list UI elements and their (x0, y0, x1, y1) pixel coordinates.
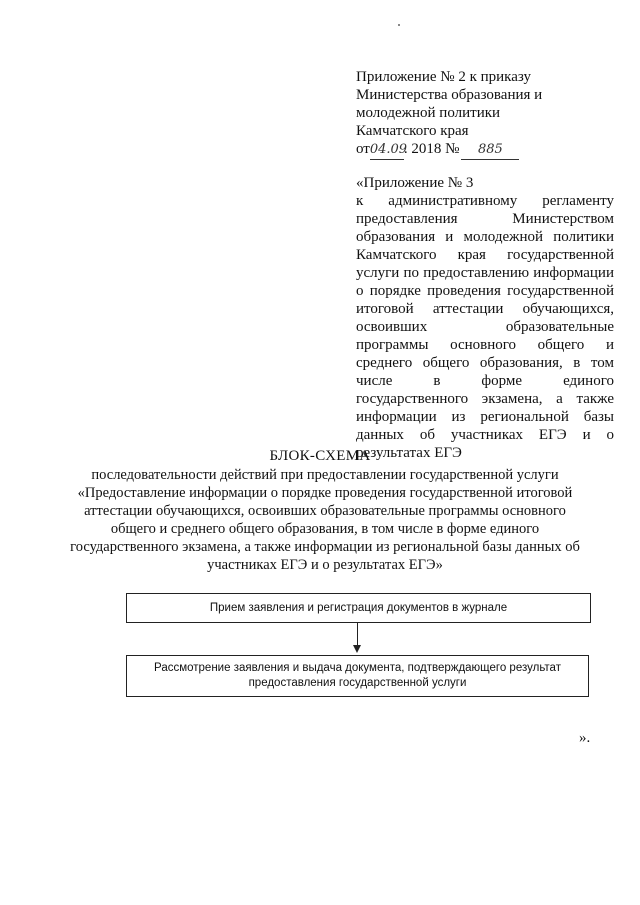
appendix-3-block (356, 174, 614, 462)
step-1-text: Прием заявления и регистрация документов в журнале (209, 601, 508, 614)
scheme-subtitle: последовательности действий при предоставлении государственной услуги «Предоставление информации о порядке проведения государственной итоговой аттестации обучающихся, освоивших образовательные программы основного общего и среднего общего образования, в том числе в форме единого государственного экзамена, а также информации из региональной базы данных об участниках ЕГЭ и о результатах ЕГЭ» (70, 467, 580, 573)
scheme-title: БЛОК-СХЕМА (269, 448, 371, 464)
handwritten-number: 885 (461, 141, 519, 160)
appendix-2-line-2: Министерства образования и (356, 87, 543, 103)
step-1-box (126, 593, 591, 623)
appendix-2-block (356, 68, 616, 160)
scan-dot (398, 24, 400, 26)
flow-arrow-line (357, 623, 358, 647)
appendix-2-line-1: Приложение № 2 к приказу (356, 69, 531, 85)
flow-arrow-head-icon (353, 645, 361, 653)
date-year: . 2018 № (403, 141, 460, 157)
appendix-2-date-line (356, 140, 616, 160)
appendix-3-heading: «Приложение № 3 (356, 175, 474, 191)
step-2-text: Рассмотрение заявления и выдача документа, подтверждающего результат предоставления государственной услуги (154, 662, 561, 689)
appendix-2-line-4: Камчатского края (356, 123, 469, 139)
appendix-3-text: к административному регламенту предоставления Министерством образования и молодежной политики Камчатского края государственной услуги по предоставлению информации о порядке проведения государственной итоговой аттестации обучающихся, освоивших образовательные программы основного общего и среднего общего образования, в том числе в форме единого государственного экзамена, а также информации из региональной базы данных об участниках ЕГЭ и о результатах ЕГЭ (356, 193, 614, 461)
closing-quote: ». (579, 730, 591, 746)
appendix-2-line-3: молодежной политики (356, 105, 501, 121)
step-2-box (126, 655, 589, 697)
handwritten-date: 04.09 (370, 141, 404, 160)
date-prefix: от (356, 141, 370, 157)
